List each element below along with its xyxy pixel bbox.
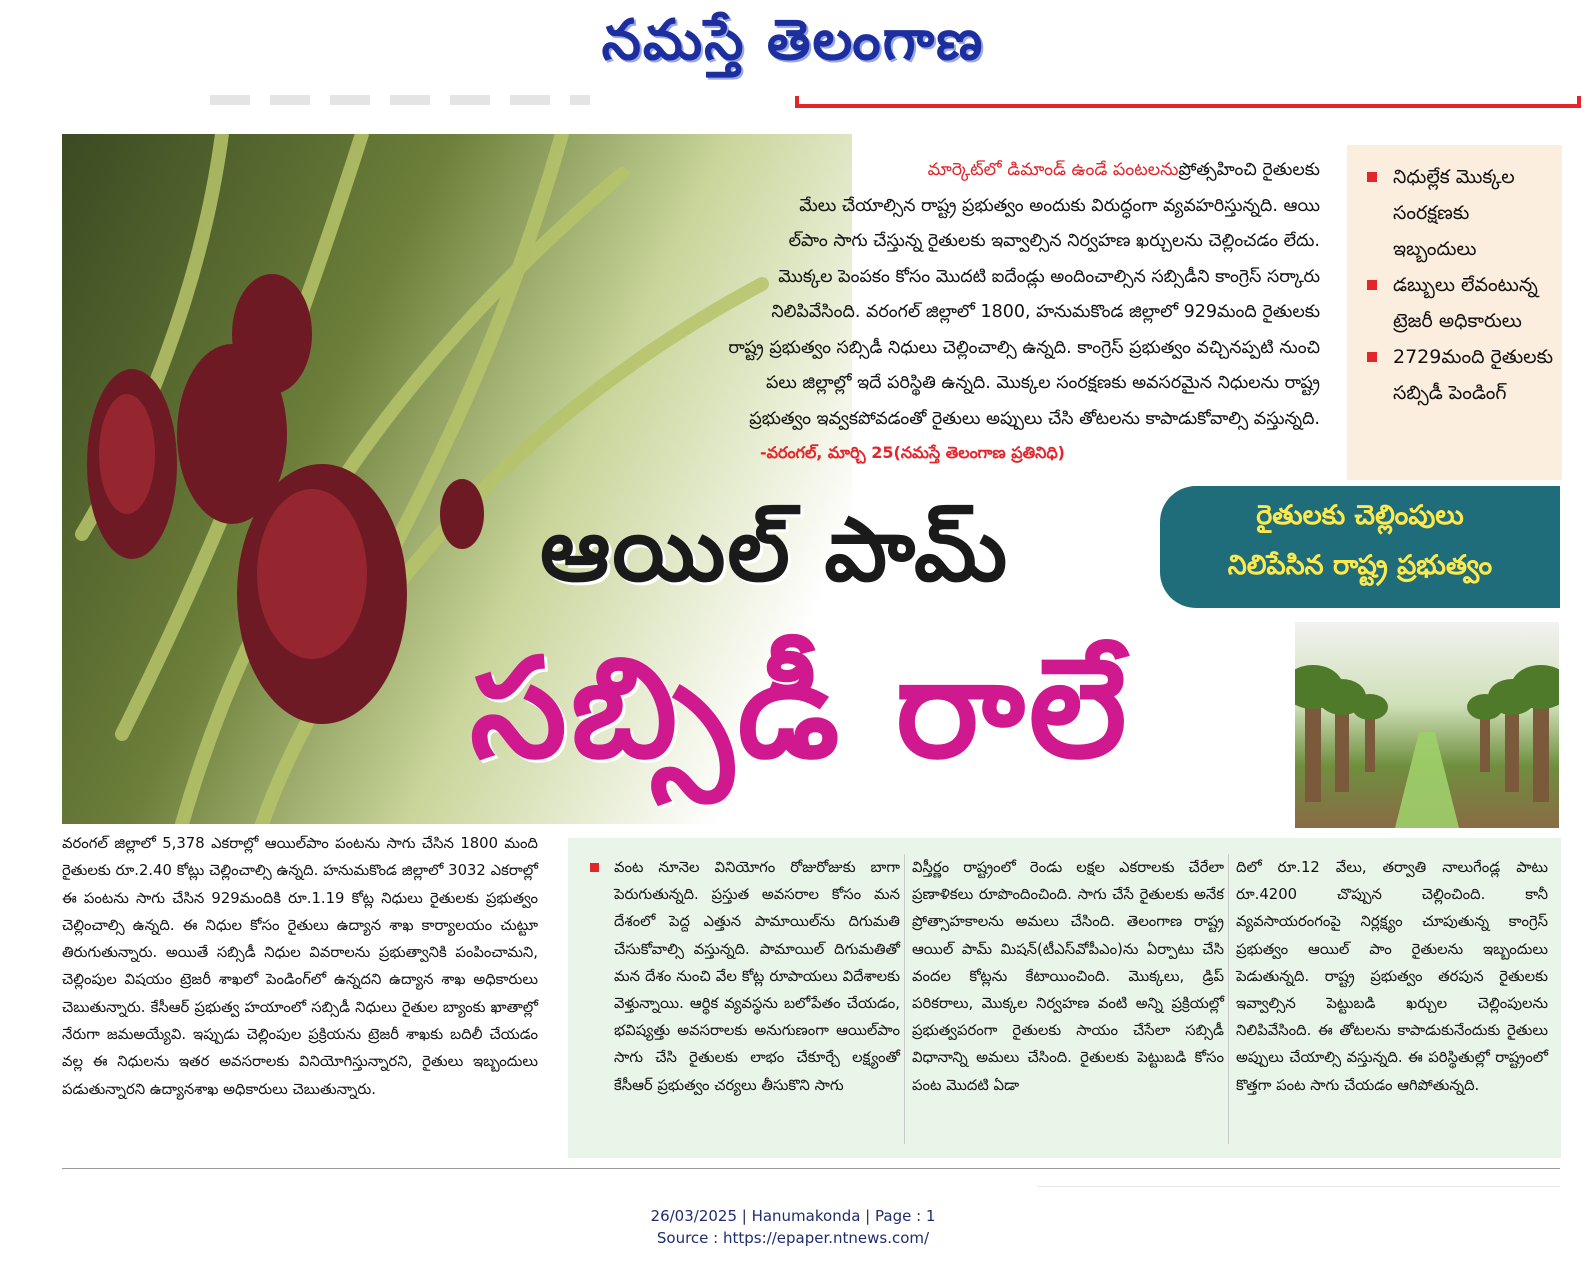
intro-highlight: మార్కెట్‌లో డిమాండ్ ఉండే పంటలను <box>927 160 1179 180</box>
banner-line-2: నిలిపేసిన రాష్ట్ర ప్రభుత్వం <box>1227 550 1493 581</box>
highlight-item <box>1367 339 1554 411</box>
intro-line: పలు జిల్లాల్లో ఇదే పరిస్థితి ఉన్నది. మొక్కల సంరక్షణకు అవసరమైన నిధులను రాష్ట్ర <box>765 373 1320 393</box>
article-column-2: విస్తీర్ణం రాష్ట్రంలో రెండు లక్షల ఎకరాలకు చేరేలా ప్రణాళికలు రూపొందించింది. సాగు చేసే రైతులకు అనేక ప్రోత్సాహకాలను అమలు చేసింది. తెలంగాణ రాష్ట్ర ఆయిల్ పామ్ మిషన్(టీఎస్‌వోపీఎం)ను ఏర్పాటు చేసి వందల కోట్లను కేటాయించింది. మొక్కలు, డ్రిప్ పరికరాలు, మొక్కల నిర్వహణ వంటి అన్ని ప్రక్రియల్లో ప్రభుత్వపరంగా రైతులకు సాయం చేసేలా సబ్సిడీ విధానాన్ని అమలు చేసింది. రైతులకు పెట్టుబడి కోసం పంట మొదటి ఏడా <box>912 859 1224 1094</box>
intro-paragraph <box>628 153 1320 437</box>
intro-line: ప్రభుత్వం ఇవ్వకపోవడంతో రైతులు అప్పులు చేసి తోటలను కాపాడుకోవాల్సి వస్తున్నది. <box>749 408 1320 429</box>
column-divider <box>1228 854 1229 1144</box>
intro-line: నిలిపివేసింది. వరంగల్ జిల్లాలో 1800, హనుమకొండ జిల్లాలో 929మంది రైతులకు <box>771 302 1320 322</box>
article-column-1 <box>588 854 900 1099</box>
left-column-text: వరంగల్ జిల్లాలో 5,378 ఎకరాల్లో ఆయిల్‌పాం పంటను సాగు చేసిన 1800 మంది రైతులకు రూ.2.40 కోట్లు చెల్లించాల్సి ఉన్నది. హనుమకొండ జిల్లాలో 3032 ఎకరాల్లో ఈ పంటను సాగు చేసిన 929మందికి రూ.1.19 కోట్ల నిధులు రైతులకు ప్రభుత్వం చెల్లించాల్సి ఉన్నది. ఈ నిధుల కోసం రైతులు ఉద్యాన శాఖ కార్యాలయం చుట్టూ తిరుగుతున్నారు. అయితే సబ్సిడీ నిధుల వివరాలను ప్రభుత్వానికి పంపించామని, చెల్లింపుల విషయం ట్రెజరీ శాఖలో పెండింగ్‌లో ఉన్నదని ఉద్యాన శాఖ అధికారులు చెబుతున్నారు. కేసీఆర్ ప్రభుత్వ హయాంలో సబ్సిడీ నిధులు రైతుల బ్యాంకు ఖాతాల్లో నేరుగా జమఅయ్యేవి. ఇప్పుడు చెల్లింపుల ప్రక్రియను ట్రెజరీ శాఖకు బదిలీ చేయడం వల్ల ఈ నిధులను ఇతర అవసరాలకు వినియోగిస్తున్నారని, రైతులు ఇబ్బందులు పడుతున్నారని ఉద్యానశాఖ అధికారులు చెబుతున్నారు. <box>62 835 538 1098</box>
footer-source: Source : https://epaper.ntnews.com/ <box>656 1229 930 1247</box>
article-column-3: దిలో రూ.12 వేలు, తర్వాతి నాలుగేండ్ల పాటు రూ.4200 చొప్పున చెల్లించింది. కానీ వ్యవసాయరంగంపై నిర్లక్ష్యం చూపుతున్న కాంగ్రెస్ ప్రభుత్వం ఆయిల్ పాం రైతులను ఇబ్బందులు పెడుతున్నది. రాష్ట్ర ప్రభుత్వం తరపున రైతులకు ఇవ్వాల్సిన పెట్టుబడి ఖర్చుల చెల్లింపులను నిలిపివేసింది. ఈ తోటలను కాపాడుకునేందుకు రైతులు అప్పులు చేయాల్సి వస్తున్నది. ఈ పరిస్థితుల్లో రాష్ట్రంలో కొత్తగా పంట సాగు చేయడం ఆగిపోతున్నది. <box>1236 859 1548 1094</box>
intro-line: రాష్ట్ర ప్రభుత్వం సబ్సిడీ నిధులు చెల్లించాల్సి ఉన్నది. కాంగ్రెస్ ప్రభుత్వం వచ్చినప్పటి నుంచి <box>728 337 1320 358</box>
highlight-text: నిధుల్లేక మొక్కల సంరక్షణకు ఇబ్బందులు <box>1393 166 1515 260</box>
highlight-item <box>1367 267 1554 339</box>
banner-line-1: రైతులకు చెల్లింపులు <box>1256 500 1464 531</box>
intro-line: ప్రోత్సహించి రైతులకు <box>1178 160 1320 180</box>
highlight-item <box>1367 159 1554 267</box>
column-divider <box>904 854 905 1144</box>
dateline: -వరంగల్, మార్చి 25(నమస్తే తెలంగాణ ప్రతినిధి) <box>760 443 1065 462</box>
highlights-box <box>1347 145 1562 480</box>
bullet-square-icon <box>590 863 599 872</box>
faded-previous-line <box>210 95 590 105</box>
top-red-rule <box>795 96 1581 108</box>
masthead: నమస్తే తెలంగాణ <box>601 8 985 73</box>
bullet-square-icon <box>1367 172 1377 182</box>
sub-headline-banner <box>1160 486 1560 608</box>
intro-line: మొక్కల పెంపకం కోసం మొదటి ఐదేండ్లు అందించాల్సిన సబ్సిడీని కాంగ్రెస్ సర్కారు <box>778 266 1320 287</box>
plantation-photo <box>1295 622 1559 828</box>
highlight-text: 2729మంది రైతులకు సబ్సిడీ పెండింగ్ <box>1393 346 1554 404</box>
highlight-text: డబ్బులు లేవంటున్న ట్రెజరీ అధికారులు <box>1393 274 1538 332</box>
article-columns-box <box>568 838 1561 1158</box>
intro-line: మేలు చేయాల్సిన రాష్ట్ర ప్రభుత్వం అందుకు విరుద్ధంగా వ్యవహరిస్తున్నది. ఆయి <box>799 195 1320 216</box>
headline-line-2: సబ్సిడీ రాలే <box>470 628 1131 789</box>
intro-line: ల్‌పాం సాగు చేస్తున్న రైతులకు ఇవ్వాల్సిన నిర్వహణ ఖర్చులను చెల్లించడం లేదు. <box>788 231 1320 251</box>
column-text: వంట నూనెల వినియోగం రోజురోజుకు బాగా పెరుగుతున్నది. ప్రస్తుత అవసరాల కోసం మన దేశంలో పెద్ద ఎత్తున పామాయిల్‌ను దిగుమతి చేసుకోవాల్సి వస్తున్నది. పామాయిల్ దిగుమతితో మన దేశం నుంచి వేల కోట్ల రూపాయలు విదేశాలకు వెళ్తున్నాయి. ఆర్థిక వ్యవస్థను బలోపేతం చేయడం, భవిష్యత్తు అవసరాలకు అనుగుణంగా ఆయిల్‌పాం సాగు చేసి రైతులకు లాభం చేకూర్చే లక్ష్యంతో కేసీఆర్ ప్రభుత్వం చర్యలు తీసుకొని సాగు <box>614 859 900 1094</box>
footer-date-edition: 26/03/2025 | Hanumakonda | Page : 1 <box>650 1207 936 1225</box>
faint-rule <box>1038 1186 1560 1187</box>
bullet-square-icon <box>1367 280 1377 290</box>
bottom-rule <box>62 1168 1560 1169</box>
bullet-square-icon <box>1367 352 1377 362</box>
headline-line-1: ఆయిల్ పామ్ <box>540 498 1010 601</box>
